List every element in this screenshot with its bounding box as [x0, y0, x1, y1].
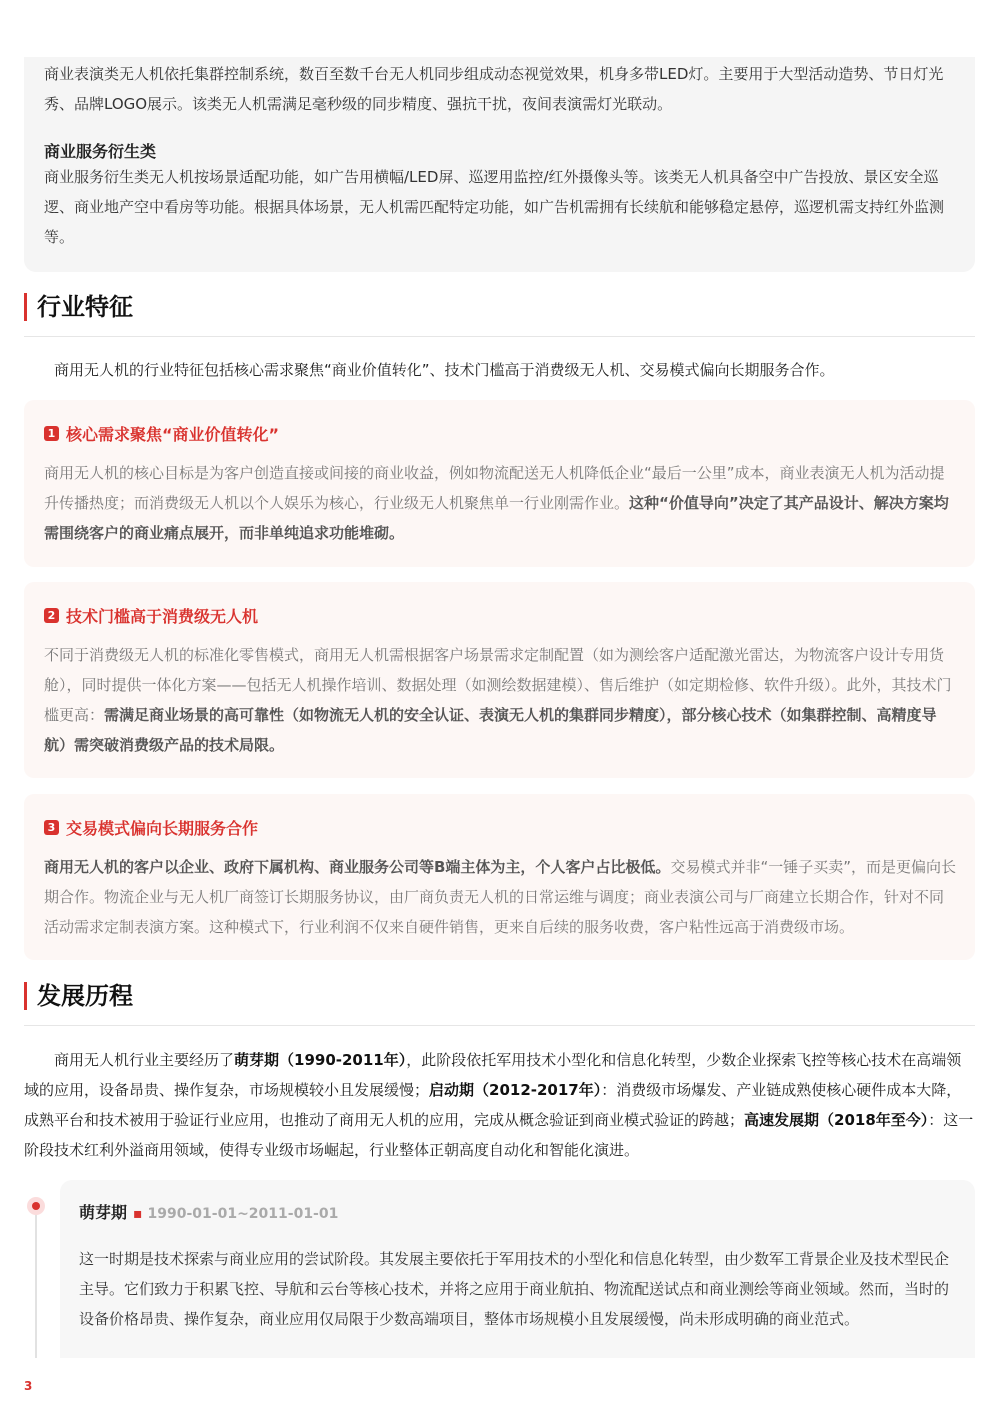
history-intro — [24, 1045, 975, 1165]
timeline-date: 1990-01-01~2011-01-01 — [147, 1206, 339, 1222]
feature-card-title-text: 交易模式偏向长期服务合作 — [66, 819, 259, 838]
history-intro-text: 商用无人机行业主要经历了 — [54, 1051, 235, 1069]
timeline-text: 这一时期是技术探索与商业应用的尝试阶段。其发展主要依托于军用技术的小型化和信息化转型，由少数军工背景企业及技术型民企主导。它们致力于积累飞控、导航和云台等核心技术，并将之应用于商业航拍、物流配送试点和商业测绘等商业领域。然而，当时的设备价格昂贵、操作复杂，商业应用仅局限于少数高端项目，整体市场规模小且发展缓慢，尚未形成明确的商业范式。 — [79, 1250, 950, 1328]
number-badge: 1 — [44, 426, 59, 441]
feature-card-title-text: 核心需求聚焦“商业价值转化” — [66, 425, 280, 444]
number-badge: 2 — [44, 608, 59, 623]
number-badge: 3 — [44, 820, 59, 835]
history-phase-3: 高速发展期（2018年至今） — [744, 1111, 929, 1129]
service-drone-text: 商业服务衍生类无人机按场景适配功能，如广告用横幅/LED屏、巡逻用监控/红外摄像头等。该类无人机具备空中广告投放、景区安全巡逻、商业地产空中看房等功能。根据具体场景，无人机需匹配特定功能，如广告机需拥有长续航和能够稳定悬停，巡逻机需支持红外监测等。 — [44, 168, 945, 246]
timeline-dot — [27, 1197, 45, 1215]
page-number: 3 — [24, 1379, 33, 1393]
timeline-card-header — [79, 1200, 338, 1223]
timeline-line — [35, 1210, 37, 1358]
drone-types-box — [24, 57, 975, 272]
feature-card-text: 交易模式并非“一锤子买卖”，而是更偏向长期合作。物流企业与无人机厂商签订长期服务协议，由厂商负责无人机的日常运维与调度；商业表演公司与厂商建立长期合作，针对不同活动需求定制表演方案。这种模式下，行业利润不仅来自硬件销售，更来自后续的服务收费，客户粘性远高于消费级市场。 — [44, 858, 956, 936]
feature-card-title-text: 技术门槛高于消费级无人机 — [66, 607, 259, 626]
service-drone-heading: 商业服务衍生类 — [44, 142, 157, 161]
history-intro-text: ：这一阶段技术红利外溢商用领域，使得专业级市场崛起，行业整体正朝高度自动化和智能化演进。 — [24, 1111, 974, 1159]
feature-card-bold-text: 这种“价值导向”决定了其产品设计、解决方案均需围绕客户的商业痛点展开，而非单纯追求功能堆砌。 — [44, 494, 949, 542]
feature-card-text: 不同于消费级无人机的标准化零售模式，商用无人机需根据客户场景需求定制配置（如为测绘客户适配激光雷达，为物流客户设计专用货舱），同时提供一体化方案——包括无人机操作培训、数据处理（如测绘数据建模）、售后维护（如定期检修、软件升级）。此外，其技术门槛更高： — [44, 646, 952, 724]
feature-card-body — [44, 640, 956, 760]
feature-card-1 — [24, 400, 975, 567]
timeline-card — [60, 1180, 975, 1358]
history-divider — [24, 1025, 975, 1026]
separator-icon: ▪ — [133, 1206, 143, 1222]
feature-card-bold-text: 需满足商业场景的高可靠性（如物流无人机的安全认证、表演无人机的集群同步精度），部分核心技术（如集群控制、高精度导航）需突破消费级产品的技术局限。 — [44, 706, 937, 754]
features-divider — [24, 336, 975, 337]
history-section-title: 发展历程 — [24, 982, 133, 1010]
feature-card-title — [44, 422, 279, 445]
feature-card-bold-text: 商用无人机的客户以企业、政府下属机构、商业服务公司等B端主体为主，个人客户占比极低。 — [44, 858, 671, 876]
timeline-phase: 萌芽期 — [79, 1203, 128, 1222]
history-intro-text: ，此阶段依托军用技术小型化和信息化转型，少数企业探索飞控等核心技术在高端领域的应用，设备昂贵、操作复杂，市场规模较小且发展缓慢； — [24, 1051, 962, 1099]
features-section-title: 行业特征 — [24, 293, 133, 321]
performance-drone-text: 商业表演类无人机依托集群控制系统，数百至数千台无人机同步组成动态视觉效果，机身多带LED灯。主要用于大型活动造势、节日灯光秀、品牌LOGO展示。该类无人机需满足毫秒级的同步精度、强抗干扰，夜间表演需灯光联动。 — [44, 65, 944, 113]
features-intro: 商用无人机的行业特征包括核心需求聚焦“商业价值转化”、技术门槛高于消费级无人机、交易模式偏向长期服务合作。 — [54, 361, 835, 379]
feature-card-2 — [24, 582, 975, 778]
history-phase-2: 启动期（2012-2017年） — [429, 1081, 602, 1099]
feature-card-text: 商用无人机的核心目标是为客户创造直接或间接的商业收益，例如物流配送无人机降低企业“最后一公里”成本，商业表演无人机为活动提升传播热度；而消费级无人机以个人娱乐为核心，行业级无人机聚焦单一行业刚需作业。 — [44, 464, 945, 512]
history-intro-text: ：消费级市场爆发、产业链成熟使核心硬件成本大降，成熟平台和技术被用于验证行业应用，也推动了商用无人机的应用，完成从概念验证到商业模式验证的跨越； — [24, 1081, 962, 1129]
feature-card-body — [44, 458, 956, 548]
feature-card-body — [44, 852, 956, 942]
feature-card-title — [44, 604, 258, 627]
feature-card-title — [44, 816, 258, 839]
feature-card-3 — [24, 794, 975, 960]
history-phase-1: 萌芽期（1990-2011年） — [234, 1051, 407, 1069]
